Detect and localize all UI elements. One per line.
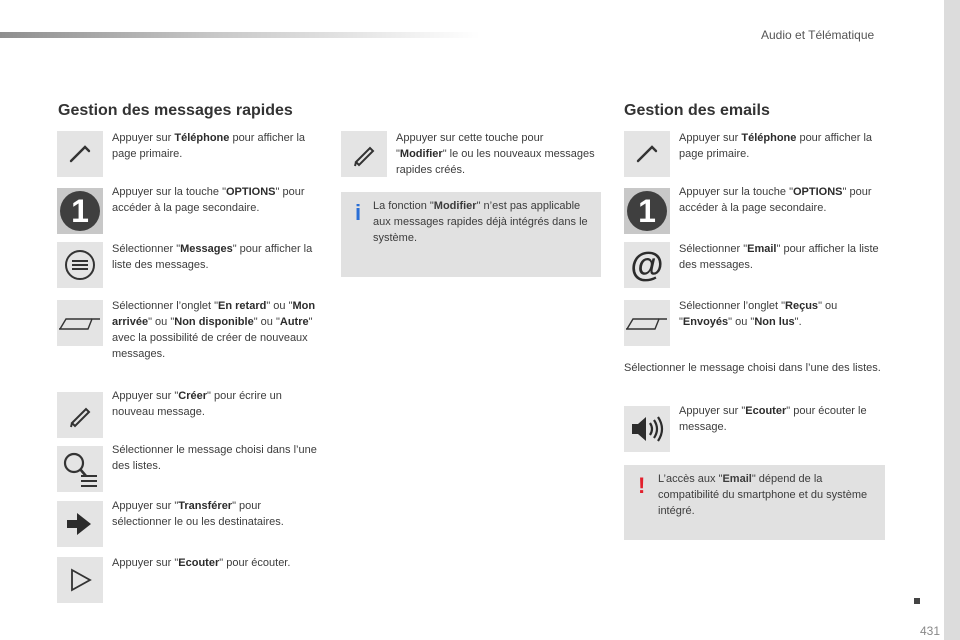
left-row-text: Appuyer sur "Ecouter" pour écouter. [112, 557, 291, 569]
emphasis-text: Téléphone [741, 132, 797, 144]
number-one-icon[interactable] [624, 188, 670, 234]
emphasis-text: Créer [178, 390, 208, 402]
left-row-text: Appuyer sur "Transférer" pour sélectionner le ou les destinataires. [112, 500, 284, 528]
emphasis-text: Non lus [754, 316, 795, 328]
page-marker-dot [914, 598, 920, 604]
badge-number: 1 [60, 191, 100, 231]
phone-icon[interactable] [624, 131, 670, 177]
warning-icon: ! [638, 473, 646, 498]
search-list-icon[interactable] [57, 446, 103, 492]
emphasis-text: Mon arrivée [112, 300, 316, 328]
left-row-text: Appuyer sur "Créer" pour écrire un nouveau message. [112, 390, 282, 418]
number-one-icon[interactable] [57, 188, 103, 234]
right-row-text: Appuyer sur la touche "OPTIONS" pour accéder à la page secondaire. [679, 186, 872, 214]
emphasis-text: Autre [279, 316, 309, 328]
section-title-emails: Gestion des emails [624, 102, 770, 119]
emphasis-text: Modifier [433, 200, 477, 212]
left-row-text: Sélectionner l’onglet "En retard" ou "Mon arrivée" ou "Non disponible" ou "Autre" avec la possibilité de créer de nouveaux messages. [112, 300, 316, 360]
page-side-strip [944, 0, 960, 640]
left-row-text: Sélectionner "Messages" pour afficher la liste des messages. [112, 243, 313, 271]
pencil-icon[interactable] [57, 392, 103, 438]
emphasis-text: OPTIONS [225, 186, 276, 198]
info-box-text: La fonction "Modifier" n’est pas applicable aux messages rapides déjà intégrés dans le système. [373, 200, 588, 244]
pencil-icon[interactable] [341, 131, 387, 177]
modify-row-text: Appuyer sur cette touche pour "Modifier" le ou les nouveaux messages rapides créés. [396, 132, 595, 176]
emphasis-text: Envoyés [682, 316, 729, 328]
header-gradient-bar [0, 32, 480, 38]
left-row-text: Appuyer sur la touche "OPTIONS" pour accéder à la page secondaire. [112, 186, 305, 214]
info-box [341, 192, 601, 277]
emphasis-text: Ecouter [745, 405, 787, 417]
right-row-text: Sélectionner l’onglet "Reçus" ou "Envoyés" ou "Non lus". [679, 300, 838, 328]
emphasis-text: Messages [180, 243, 233, 255]
badge-number: 1 [627, 191, 667, 231]
transfer-arrow-icon[interactable] [57, 501, 103, 547]
warning-box [624, 465, 885, 540]
page-number: 431 [919, 624, 940, 638]
listen-row-text: Appuyer sur "Ecouter" pour écouter le message. [679, 405, 867, 433]
section-title-quick-messages: Gestion des messages rapides [58, 102, 293, 119]
right-row-text: Appuyer sur Téléphone pour afficher la page primaire. [679, 132, 873, 160]
left-row-text: Appuyer sur Téléphone pour afficher la page primaire. [112, 132, 306, 160]
at-sign-icon[interactable]: @ [624, 242, 670, 288]
emphasis-text: Téléphone [174, 132, 230, 144]
message-list-icon[interactable] [57, 242, 103, 288]
emphasis-text: Modifier [399, 148, 443, 160]
left-row-text: Sélectionner le message choisi dans l’une des listes. [112, 444, 317, 472]
emphasis-text: Email [722, 473, 752, 485]
emphasis-text: Reçus [785, 300, 819, 312]
emphasis-text: Ecouter [178, 557, 220, 569]
header-title: Audio et Télématique [761, 28, 875, 42]
tab-icon[interactable] [624, 300, 670, 346]
emphasis-text: OPTIONS [792, 186, 843, 198]
emphasis-text: Email [747, 243, 777, 255]
speaker-icon[interactable] [624, 406, 670, 452]
right-row-text: Sélectionner "Email" pour afficher la liste des messages. [679, 243, 879, 271]
info-icon: i [355, 200, 362, 225]
tab-icon[interactable] [57, 300, 103, 346]
emphasis-text: En retard [218, 300, 267, 312]
select-message-text: Sélectionner le message choisi dans l’une des listes. [624, 362, 881, 374]
phone-icon[interactable] [57, 131, 103, 177]
warning-box-text: L’accès aux "Email" dépend de la compatibilité du smartphone et du système intégré. [658, 473, 868, 517]
play-icon[interactable] [57, 557, 103, 603]
emphasis-text: Transférer [178, 500, 233, 512]
emphasis-text: Non disponible [174, 316, 254, 328]
